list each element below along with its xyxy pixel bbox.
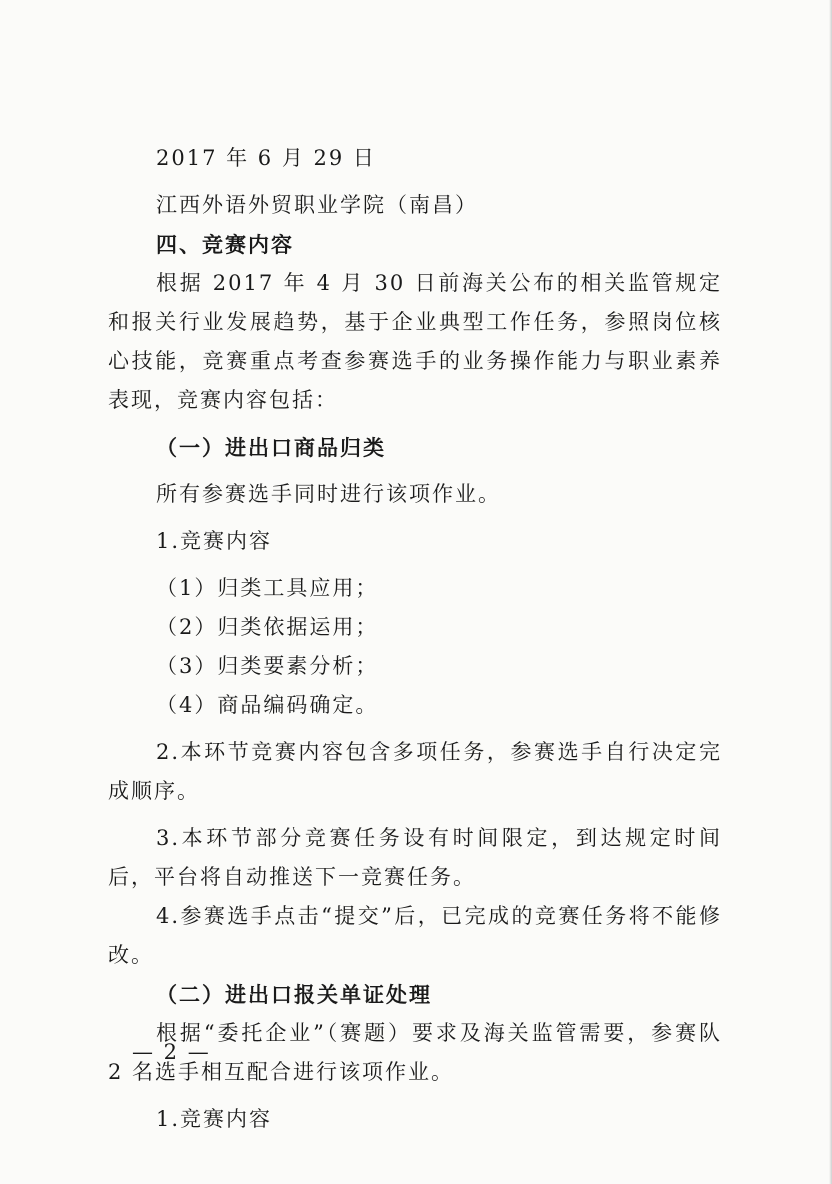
section-heading-4: 四、竞赛内容: [156, 232, 294, 257]
list-item: 1.竞赛内容: [156, 1107, 273, 1131]
document-body: [108, 139, 722, 1139]
date-line: 2017 年 6 月 29 日: [156, 146, 376, 170]
venue-line: 江西外语外贸职业学院（南昌）: [156, 193, 478, 217]
list-item: 3.本环节部分竞赛任务设有时间限定，到达规定时间后，平台将自动推送下一竞赛任务。: [108, 826, 722, 889]
paragraph: 所有参赛选手同时进行该项作业。: [156, 482, 501, 506]
list-item: （4）商品编码确定。: [156, 693, 379, 717]
list-item: 2.本环节竞赛内容包含多项任务，参赛选手自行决定完成顺序。: [108, 740, 722, 803]
list-item: （3）归类要素分析；: [156, 654, 379, 678]
subsection-heading-2: （二）进出口报关单证处理: [156, 982, 432, 1007]
list-item: （2）归类依据运用；: [156, 615, 379, 639]
subsection-heading-1: （一）进出口商品归类: [156, 435, 386, 460]
list-item: 4.参赛选手点击“提交”后，已完成的竞赛任务将不能修改。: [108, 904, 722, 967]
list-item: 1.竞赛内容: [156, 529, 273, 553]
intro-paragraph: 根据 2017 年 4 月 30 日前海关公布的相关监管规定和报关行业发展趋势，基于企业典型工作任务，参照岗位核心技能，竞赛重点考查参赛选手的业务操作能力与职业素养表现，竞赛内容包括：: [108, 271, 722, 412]
list-item: （1）归类工具应用；: [156, 576, 379, 600]
page-number: — 2 —: [132, 1040, 211, 1064]
paragraph: 根据“委托企业”（赛题）要求及海关监管需要，参赛队 2 名选手相互配合进行该项作业。: [108, 1021, 722, 1084]
